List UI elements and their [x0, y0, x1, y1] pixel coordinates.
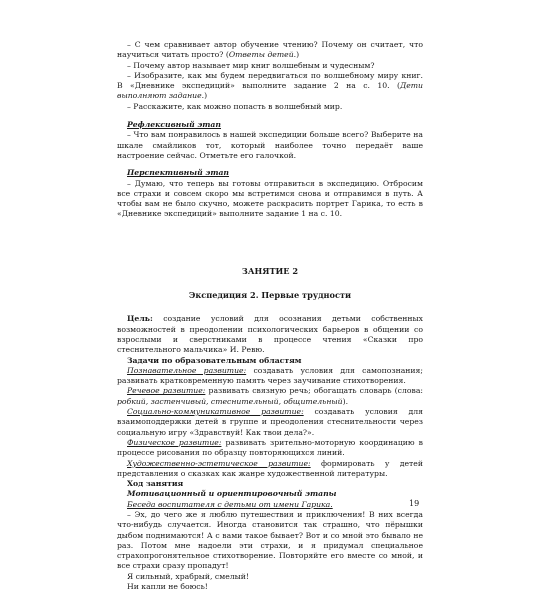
- question-paragraph-3: [117, 71, 423, 102]
- stage-heading: Мотивационный и ориентировочный этапы: [127, 489, 337, 499]
- task-social: [117, 407, 423, 438]
- garik-speech: – Эх, до чего же я люблю путешествия и приключения! В них всегда что-нибудь случается. Иногда становится так страшно, что пёрышки дыбом поднимаются! А с вами такое бывает? Вот и со мной это бывало не раз. Потом мне надоели эти страхи, и я придумал специальное страхопрогонятельное стихотворение. Повторяйте его вместе со мной, и все страхи сразу пропадут!: [117, 509, 423, 571]
- lesson-title: ЗАНЯТИЕ 2: [241, 265, 299, 276]
- question-paragraph-4: – Расскажите, как можно попасть в волшебный мир.: [127, 101, 343, 111]
- task-label: Художественно-эстетическое развитие:: [127, 458, 311, 468]
- goal-label: Цель:: [127, 314, 153, 324]
- perspective-stage-heading: Перспективный этап: [127, 168, 230, 178]
- verse-line-1: Я сильный, храбрый, смелый!: [127, 571, 249, 581]
- question-paragraph-1: [117, 40, 423, 61]
- vocabulary-words: робкий, застенчивый, стеснительный, общительный: [117, 396, 343, 406]
- task-text: формировать у детей представления о сказках как жанре художественной литературы.: [117, 458, 423, 478]
- tasks-heading: Задачи по образовательным областям: [127, 355, 302, 365]
- task-text: развивать зрительно-моторную координацию в процессе рисования по образцу повторяющихся линий.: [117, 437, 423, 458]
- page-number: 19: [409, 499, 420, 508]
- stage-direction: Ответы детей: [228, 50, 294, 60]
- question-paragraph-2: – Почему автор называет мир книг волшебным и чудесным?: [127, 60, 375, 70]
- task-text-end: ).: [342, 396, 349, 406]
- text-column: [117, 40, 423, 592]
- task-label: Физическое развитие:: [127, 437, 222, 447]
- task-text: развивать связную речь; обогащать словарь (слова:: [205, 386, 423, 396]
- question-text-end: .): [293, 50, 300, 60]
- conversation-line: Беседа воспитателя с детьми от имени Гарика.: [127, 499, 333, 509]
- task-text: создавать условия для взаимоподдержки детей в группе и преодоления стеснительности через социальную игру «Здравствуй! Как твои дела?».: [117, 407, 424, 437]
- stage-direction: Дети выполняют задание.: [117, 81, 423, 101]
- perspective-stage-text: – Думаю, что теперь вы готовы отправиться в экспедицию. Отбросим все страхи и совсем скоро мы встретимся снова и отправимся в путь. А чтобы вам не было скучно, можете раскрасить портрет Гарика, то есть в «Дневнике экспедиций» выполните задание 1 на с. 10.: [117, 178, 423, 219]
- task-physical: [117, 438, 423, 459]
- task-label: Социально-коммуникативное развитие:: [127, 407, 304, 417]
- task-speech: [117, 386, 423, 407]
- question-text: – С чем сравнивает автор обучение чтению? Почему он считает, что научиться читать просто? (: [117, 40, 423, 60]
- task-cognitive: [117, 366, 423, 387]
- goal-paragraph: [117, 314, 423, 355]
- question-text: – Изобразите, как мы будем передвигаться по волшебному миру книг. В «Дневнике экспедиций» выполните задание 2 на с. 10. (: [117, 70, 423, 91]
- course-heading: Ход занятия: [127, 479, 184, 489]
- task-label: Познавательное развитие:: [127, 365, 247, 375]
- reflexive-stage-heading: Рефлексивный этап: [127, 120, 221, 130]
- reflexive-stage-text: – Что вам понравилось в нашей экспедиции больше всего? Выберите на шкале смайликов тот, который наиболее точно передаёт ваше настроение сейчас. Отметьте его галочкой.: [117, 130, 423, 160]
- task-text: создавать условия для самопознания; развивать кратковременную память через заучивание стихотворения.: [117, 365, 423, 386]
- question-text-end: ): [204, 91, 208, 101]
- task-label: Речевое развитие:: [127, 386, 206, 396]
- goal-text: создание условий для осознания детьми собственных возможностей в преодолении психологических барьеров в общении со взрослыми и сверстниками в процессе чтения «Сказки про стеснительного мальчика» И. Ревю.: [117, 314, 423, 355]
- expedition-title: Экспедиция 2. Первые трудности: [188, 290, 352, 301]
- verse-line-2: Ни капли не боюсь!: [127, 582, 208, 592]
- task-art: [117, 459, 423, 480]
